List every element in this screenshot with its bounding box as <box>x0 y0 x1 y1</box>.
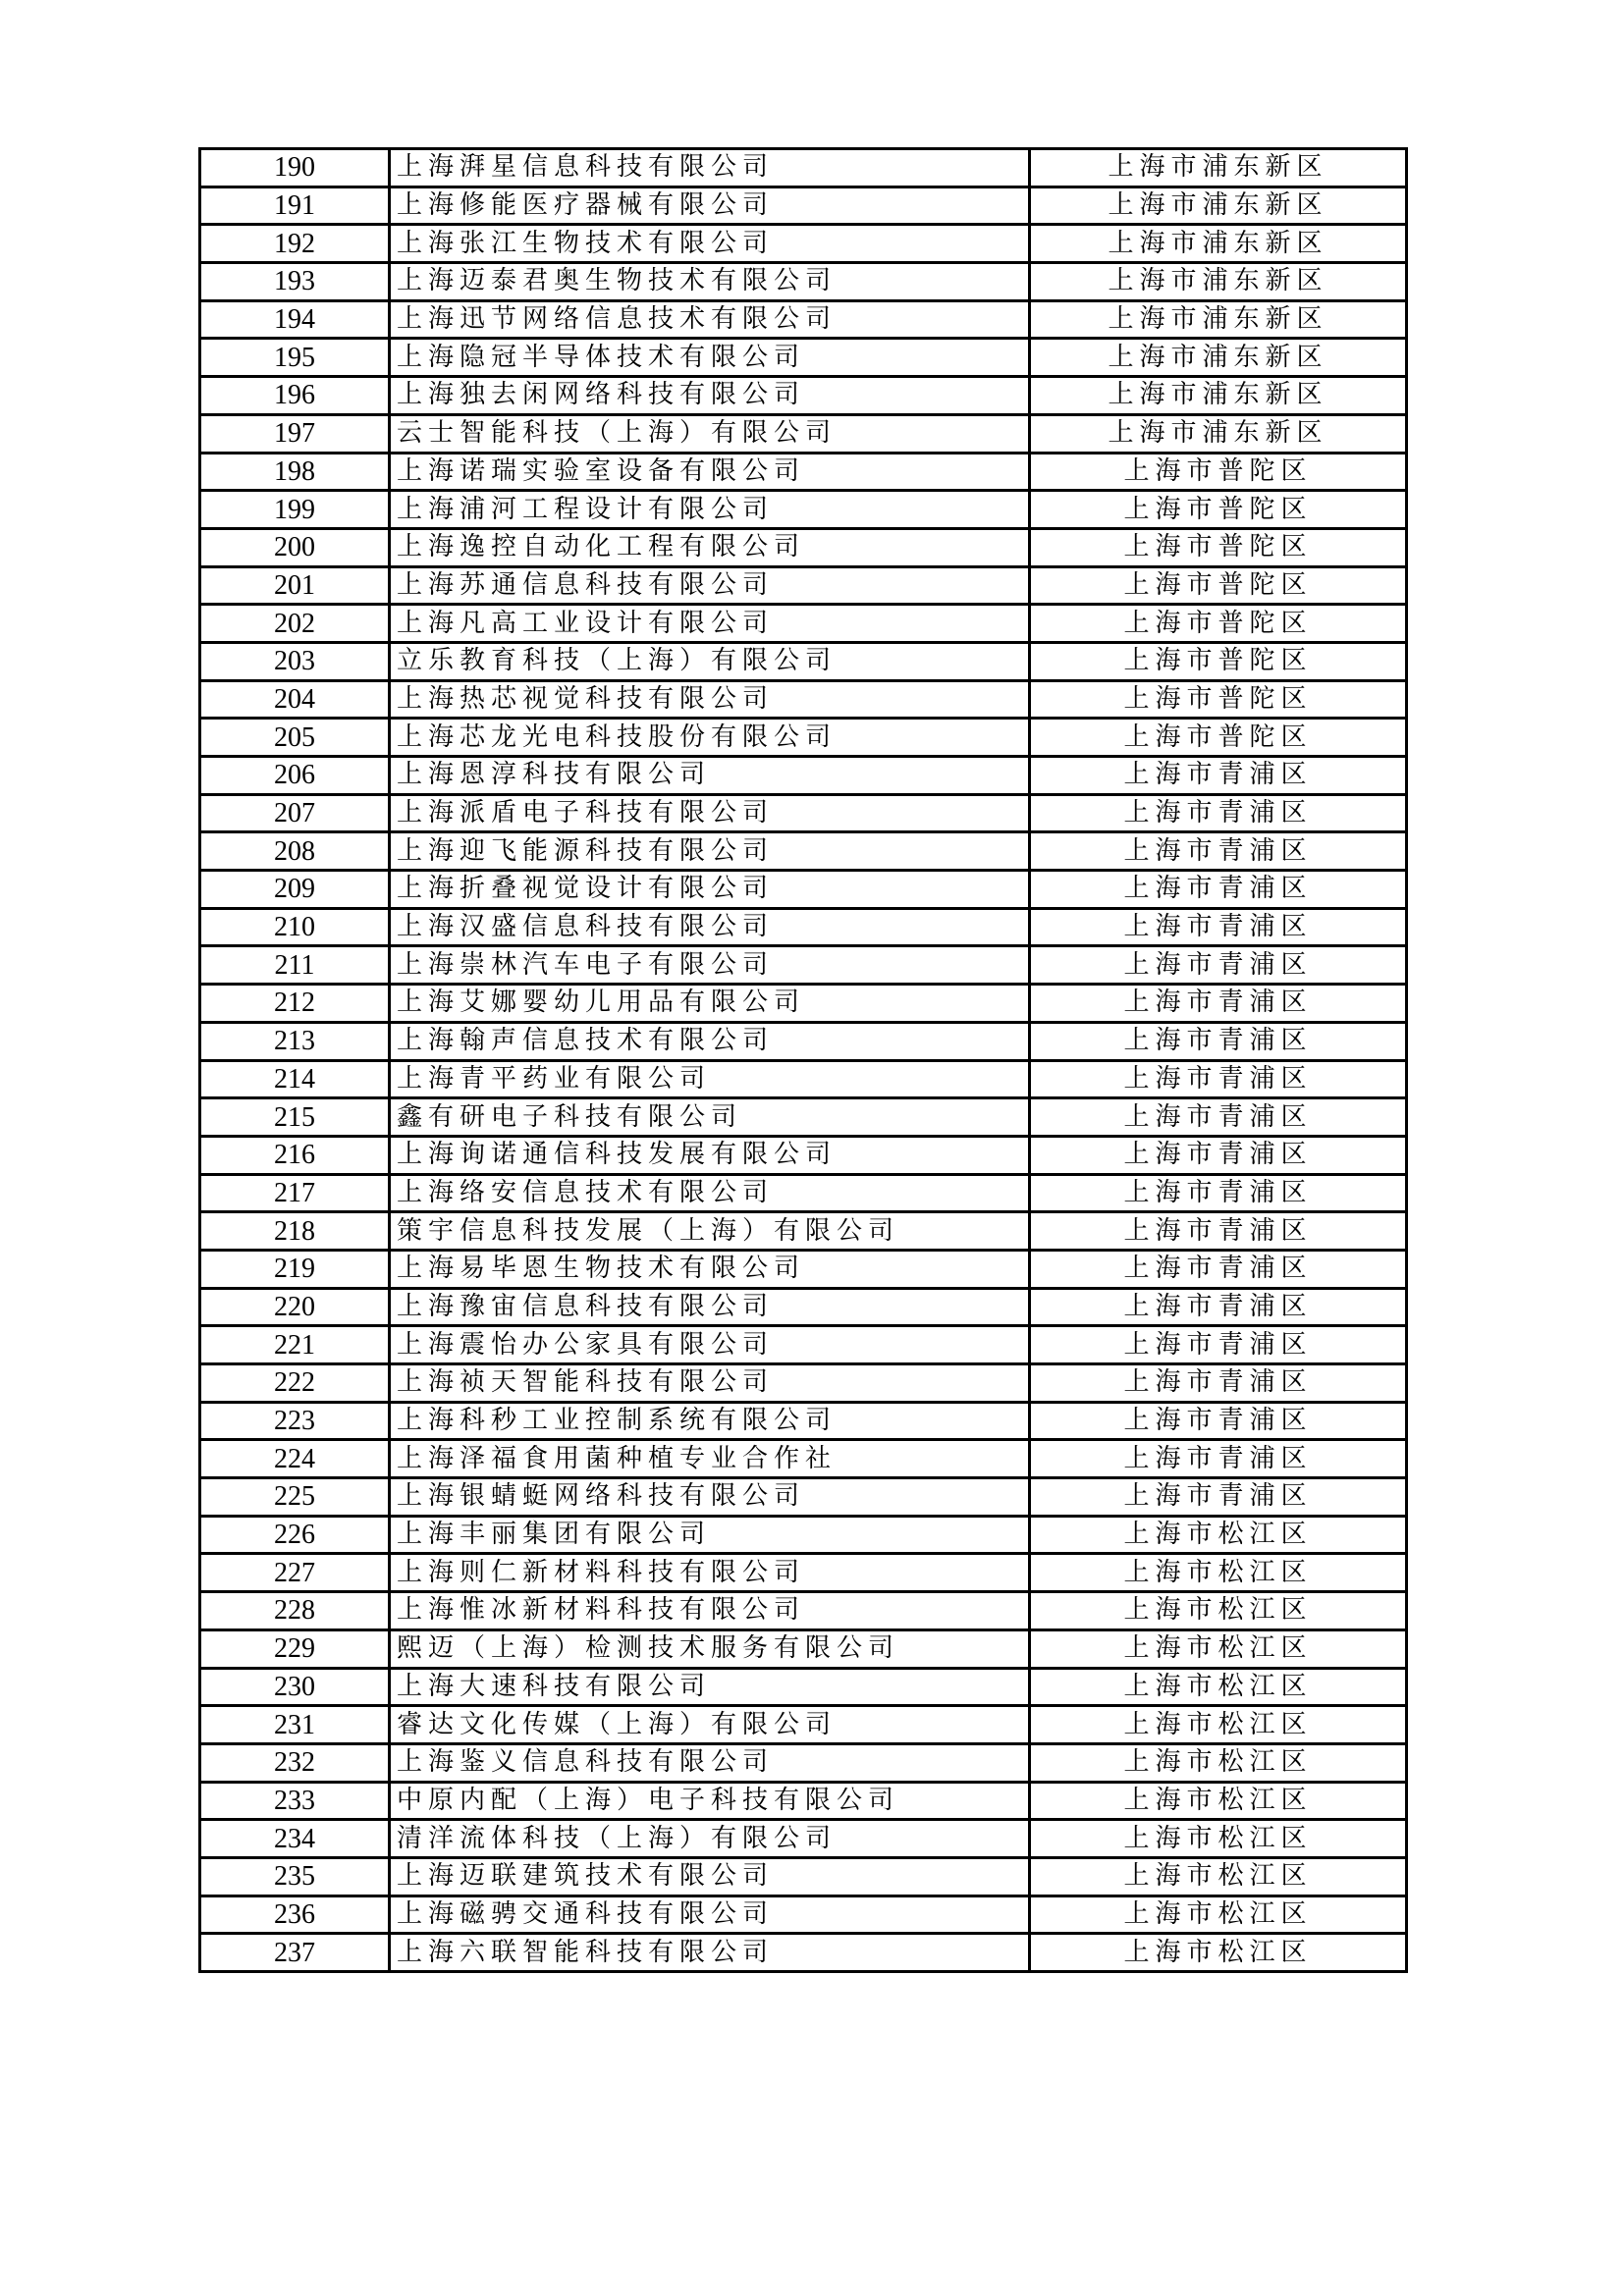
company-name-cell: 上海大速科技有限公司 <box>390 1668 1030 1706</box>
row-number-cell: 203 <box>200 642 390 680</box>
company-name-cell: 上海芯龙光电科技股份有限公司 <box>390 719 1030 757</box>
district-cell: 上海市青浦区 <box>1030 1326 1407 1364</box>
table-row <box>200 1857 1407 1896</box>
district-cell: 上海市浦东新区 <box>1030 377 1407 415</box>
district-cell: 上海市青浦区 <box>1030 946 1407 985</box>
company-name-cell: 上海艾娜婴幼儿用品有限公司 <box>390 985 1030 1023</box>
row-number-cell: 207 <box>200 794 390 832</box>
company-name-cell: 上海惟冰新材料科技有限公司 <box>390 1592 1030 1630</box>
district-cell: 上海市普陀区 <box>1030 719 1407 757</box>
row-number-cell: 200 <box>200 528 390 566</box>
district-cell: 上海市青浦区 <box>1030 908 1407 946</box>
table-row <box>200 1743 1407 1782</box>
row-number-cell: 228 <box>200 1592 390 1630</box>
district-cell: 上海市松江区 <box>1030 1629 1407 1668</box>
table-row <box>200 1820 1407 1858</box>
district-cell: 上海市青浦区 <box>1030 1478 1407 1517</box>
table-row <box>200 719 1407 757</box>
district-cell: 上海市普陀区 <box>1030 605 1407 643</box>
table-row <box>200 1060 1407 1098</box>
table-row <box>200 1364 1407 1403</box>
district-cell: 上海市青浦区 <box>1030 871 1407 909</box>
district-cell: 上海市青浦区 <box>1030 794 1407 832</box>
table-row <box>200 1136 1407 1174</box>
company-name-cell: 上海震怡办公家具有限公司 <box>390 1326 1030 1364</box>
table-row <box>200 263 1407 301</box>
district-cell: 上海市普陀区 <box>1030 528 1407 566</box>
row-number-cell: 195 <box>200 339 390 377</box>
company-name-cell: 睿达文化传媒（上海）有限公司 <box>390 1706 1030 1744</box>
company-name-cell: 立乐教育科技（上海）有限公司 <box>390 642 1030 680</box>
row-number-cell: 213 <box>200 1022 390 1060</box>
table-row <box>200 832 1407 871</box>
row-number-cell: 216 <box>200 1136 390 1174</box>
company-name-cell: 上海恩淳科技有限公司 <box>390 757 1030 795</box>
district-cell: 上海市松江区 <box>1030 1896 1407 1934</box>
row-number-cell: 197 <box>200 414 390 453</box>
table-row <box>200 908 1407 946</box>
district-cell: 上海市青浦区 <box>1030 1364 1407 1403</box>
row-number-cell: 210 <box>200 908 390 946</box>
company-name-cell: 上海丰丽集团有限公司 <box>390 1516 1030 1554</box>
company-name-cell: 上海迅节网络信息技术有限公司 <box>390 300 1030 339</box>
row-number-cell: 201 <box>200 566 390 605</box>
table-row <box>200 1288 1407 1326</box>
table-row <box>200 491 1407 529</box>
company-name-cell: 上海诺瑞实验室设备有限公司 <box>390 453 1030 491</box>
row-number-cell: 222 <box>200 1364 390 1403</box>
table-row <box>200 1554 1407 1592</box>
district-cell: 上海市普陀区 <box>1030 680 1407 719</box>
table-row <box>200 528 1407 566</box>
district-cell: 上海市松江区 <box>1030 1743 1407 1782</box>
company-name-cell: 策宇信息科技发展（上海）有限公司 <box>390 1212 1030 1251</box>
district-cell: 上海市松江区 <box>1030 1668 1407 1706</box>
row-number-cell: 226 <box>200 1516 390 1554</box>
district-cell: 上海市浦东新区 <box>1030 414 1407 453</box>
table-row <box>200 642 1407 680</box>
company-name-cell: 上海隐冠半导体技术有限公司 <box>390 339 1030 377</box>
district-cell: 上海市青浦区 <box>1030 1250 1407 1288</box>
company-name-cell: 上海折叠视觉设计有限公司 <box>390 871 1030 909</box>
row-number-cell: 206 <box>200 757 390 795</box>
table-row <box>200 566 1407 605</box>
company-name-cell: 上海崇林汽车电子有限公司 <box>390 946 1030 985</box>
company-name-cell: 熙迈（上海）检测技术服务有限公司 <box>390 1629 1030 1668</box>
district-cell: 上海市松江区 <box>1030 1857 1407 1896</box>
row-number-cell: 224 <box>200 1440 390 1478</box>
table-row <box>200 1478 1407 1517</box>
company-name-cell: 上海汉盛信息科技有限公司 <box>390 908 1030 946</box>
district-cell: 上海市松江区 <box>1030 1554 1407 1592</box>
row-number-cell: 217 <box>200 1174 390 1212</box>
row-number-cell: 194 <box>200 300 390 339</box>
row-number-cell: 211 <box>200 946 390 985</box>
row-number-cell: 234 <box>200 1820 390 1858</box>
table-row <box>200 680 1407 719</box>
row-number-cell: 212 <box>200 985 390 1023</box>
table-row <box>200 414 1407 453</box>
company-name-cell: 上海询诺通信科技发展有限公司 <box>390 1136 1030 1174</box>
district-cell: 上海市浦东新区 <box>1030 187 1407 225</box>
company-name-cell: 上海湃星信息科技有限公司 <box>390 149 1030 187</box>
table-row <box>200 794 1407 832</box>
district-cell: 上海市青浦区 <box>1030 1022 1407 1060</box>
table-row <box>200 605 1407 643</box>
row-number-cell: 215 <box>200 1098 390 1137</box>
company-name-cell: 上海迈联建筑技术有限公司 <box>390 1857 1030 1896</box>
district-cell: 上海市普陀区 <box>1030 491 1407 529</box>
company-name-cell: 上海祯天智能科技有限公司 <box>390 1364 1030 1403</box>
table-row <box>200 946 1407 985</box>
table-row <box>200 1174 1407 1212</box>
table-row <box>200 300 1407 339</box>
table-body <box>200 149 1407 1972</box>
row-number-cell: 214 <box>200 1060 390 1098</box>
company-name-cell: 上海派盾电子科技有限公司 <box>390 794 1030 832</box>
company-list-table <box>198 147 1408 1973</box>
table-row <box>200 225 1407 263</box>
row-number-cell: 204 <box>200 680 390 719</box>
company-name-cell: 清洋流体科技（上海）有限公司 <box>390 1820 1030 1858</box>
table-row <box>200 757 1407 795</box>
table-row <box>200 149 1407 187</box>
table-row <box>200 339 1407 377</box>
row-number-cell: 191 <box>200 187 390 225</box>
district-cell: 上海市普陀区 <box>1030 453 1407 491</box>
table-row <box>200 1022 1407 1060</box>
table-row <box>200 1402 1407 1440</box>
company-name-cell: 上海苏通信息科技有限公司 <box>390 566 1030 605</box>
row-number-cell: 196 <box>200 377 390 415</box>
district-cell: 上海市浦东新区 <box>1030 300 1407 339</box>
district-cell: 上海市浦东新区 <box>1030 339 1407 377</box>
company-name-cell: 鑫有研电子科技有限公司 <box>390 1098 1030 1137</box>
company-name-cell: 中原内配（上海）电子科技有限公司 <box>390 1782 1030 1820</box>
company-name-cell: 上海易毕恩生物技术有限公司 <box>390 1250 1030 1288</box>
row-number-cell: 221 <box>200 1326 390 1364</box>
table-row <box>200 985 1407 1023</box>
table-row <box>200 1098 1407 1137</box>
company-name-cell: 上海凡高工业设计有限公司 <box>390 605 1030 643</box>
table-row <box>200 1668 1407 1706</box>
company-name-cell: 上海翰声信息技术有限公司 <box>390 1022 1030 1060</box>
table-row <box>200 1440 1407 1478</box>
table-row <box>200 1212 1407 1251</box>
company-name-cell: 上海络安信息技术有限公司 <box>390 1174 1030 1212</box>
company-name-cell: 上海迎飞能源科技有限公司 <box>390 832 1030 871</box>
district-cell: 上海市浦东新区 <box>1030 149 1407 187</box>
company-name-cell: 上海浦河工程设计有限公司 <box>390 491 1030 529</box>
table-row <box>200 1934 1407 1972</box>
table-row <box>200 1592 1407 1630</box>
company-name-cell: 上海青平药业有限公司 <box>390 1060 1030 1098</box>
district-cell: 上海市普陀区 <box>1030 566 1407 605</box>
row-number-cell: 218 <box>200 1212 390 1251</box>
company-name-cell: 上海六联智能科技有限公司 <box>390 1934 1030 1972</box>
row-number-cell: 199 <box>200 491 390 529</box>
row-number-cell: 193 <box>200 263 390 301</box>
row-number-cell: 198 <box>200 453 390 491</box>
row-number-cell: 227 <box>200 1554 390 1592</box>
district-cell: 上海市青浦区 <box>1030 985 1407 1023</box>
table-row <box>200 1629 1407 1668</box>
row-number-cell: 229 <box>200 1629 390 1668</box>
row-number-cell: 209 <box>200 871 390 909</box>
district-cell: 上海市青浦区 <box>1030 757 1407 795</box>
company-name-cell: 上海修能医疗器械有限公司 <box>390 187 1030 225</box>
district-cell: 上海市青浦区 <box>1030 1440 1407 1478</box>
table-row <box>200 871 1407 909</box>
district-cell: 上海市青浦区 <box>1030 1212 1407 1251</box>
district-cell: 上海市青浦区 <box>1030 832 1407 871</box>
company-name-cell: 上海泽福食用菌种植专业合作社 <box>390 1440 1030 1478</box>
table-row <box>200 1896 1407 1934</box>
company-name-cell: 上海张江生物技术有限公司 <box>390 225 1030 263</box>
row-number-cell: 192 <box>200 225 390 263</box>
district-cell: 上海市普陀区 <box>1030 642 1407 680</box>
row-number-cell: 230 <box>200 1668 390 1706</box>
table-row <box>200 1516 1407 1554</box>
row-number-cell: 237 <box>200 1934 390 1972</box>
company-name-cell: 上海科秒工业控制系统有限公司 <box>390 1402 1030 1440</box>
district-cell: 上海市松江区 <box>1030 1516 1407 1554</box>
row-number-cell: 233 <box>200 1782 390 1820</box>
table-row <box>200 1706 1407 1744</box>
company-name-cell: 上海独去闲网络科技有限公司 <box>390 377 1030 415</box>
district-cell: 上海市松江区 <box>1030 1782 1407 1820</box>
row-number-cell: 219 <box>200 1250 390 1288</box>
row-number-cell: 190 <box>200 149 390 187</box>
row-number-cell: 232 <box>200 1743 390 1782</box>
company-name-cell: 云士智能科技（上海）有限公司 <box>390 414 1030 453</box>
district-cell: 上海市青浦区 <box>1030 1136 1407 1174</box>
company-name-cell: 上海迈泰君奥生物技术有限公司 <box>390 263 1030 301</box>
district-cell: 上海市浦东新区 <box>1030 225 1407 263</box>
row-number-cell: 236 <box>200 1896 390 1934</box>
company-name-cell: 上海银蜻蜓网络科技有限公司 <box>390 1478 1030 1517</box>
district-cell: 上海市青浦区 <box>1030 1098 1407 1137</box>
row-number-cell: 225 <box>200 1478 390 1517</box>
row-number-cell: 235 <box>200 1857 390 1896</box>
row-number-cell: 231 <box>200 1706 390 1744</box>
district-cell: 上海市松江区 <box>1030 1706 1407 1744</box>
district-cell: 上海市松江区 <box>1030 1934 1407 1972</box>
district-cell: 上海市松江区 <box>1030 1820 1407 1858</box>
table-row <box>200 453 1407 491</box>
district-cell: 上海市青浦区 <box>1030 1060 1407 1098</box>
company-name-cell: 上海则仁新材料科技有限公司 <box>390 1554 1030 1592</box>
company-name-cell: 上海逸控自动化工程有限公司 <box>390 528 1030 566</box>
table-row <box>200 377 1407 415</box>
district-cell: 上海市青浦区 <box>1030 1402 1407 1440</box>
table-row <box>200 1782 1407 1820</box>
row-number-cell: 220 <box>200 1288 390 1326</box>
company-name-cell: 上海豫宙信息科技有限公司 <box>390 1288 1030 1326</box>
table-row <box>200 1326 1407 1364</box>
company-name-cell: 上海热芯视觉科技有限公司 <box>390 680 1030 719</box>
table-row <box>200 187 1407 225</box>
company-name-cell: 上海鉴义信息科技有限公司 <box>390 1743 1030 1782</box>
row-number-cell: 205 <box>200 719 390 757</box>
table-row <box>200 1250 1407 1288</box>
row-number-cell: 223 <box>200 1402 390 1440</box>
district-cell: 上海市青浦区 <box>1030 1288 1407 1326</box>
district-cell: 上海市青浦区 <box>1030 1174 1407 1212</box>
company-name-cell: 上海磁骋交通科技有限公司 <box>390 1896 1030 1934</box>
row-number-cell: 208 <box>200 832 390 871</box>
district-cell: 上海市松江区 <box>1030 1592 1407 1630</box>
row-number-cell: 202 <box>200 605 390 643</box>
district-cell: 上海市浦东新区 <box>1030 263 1407 301</box>
